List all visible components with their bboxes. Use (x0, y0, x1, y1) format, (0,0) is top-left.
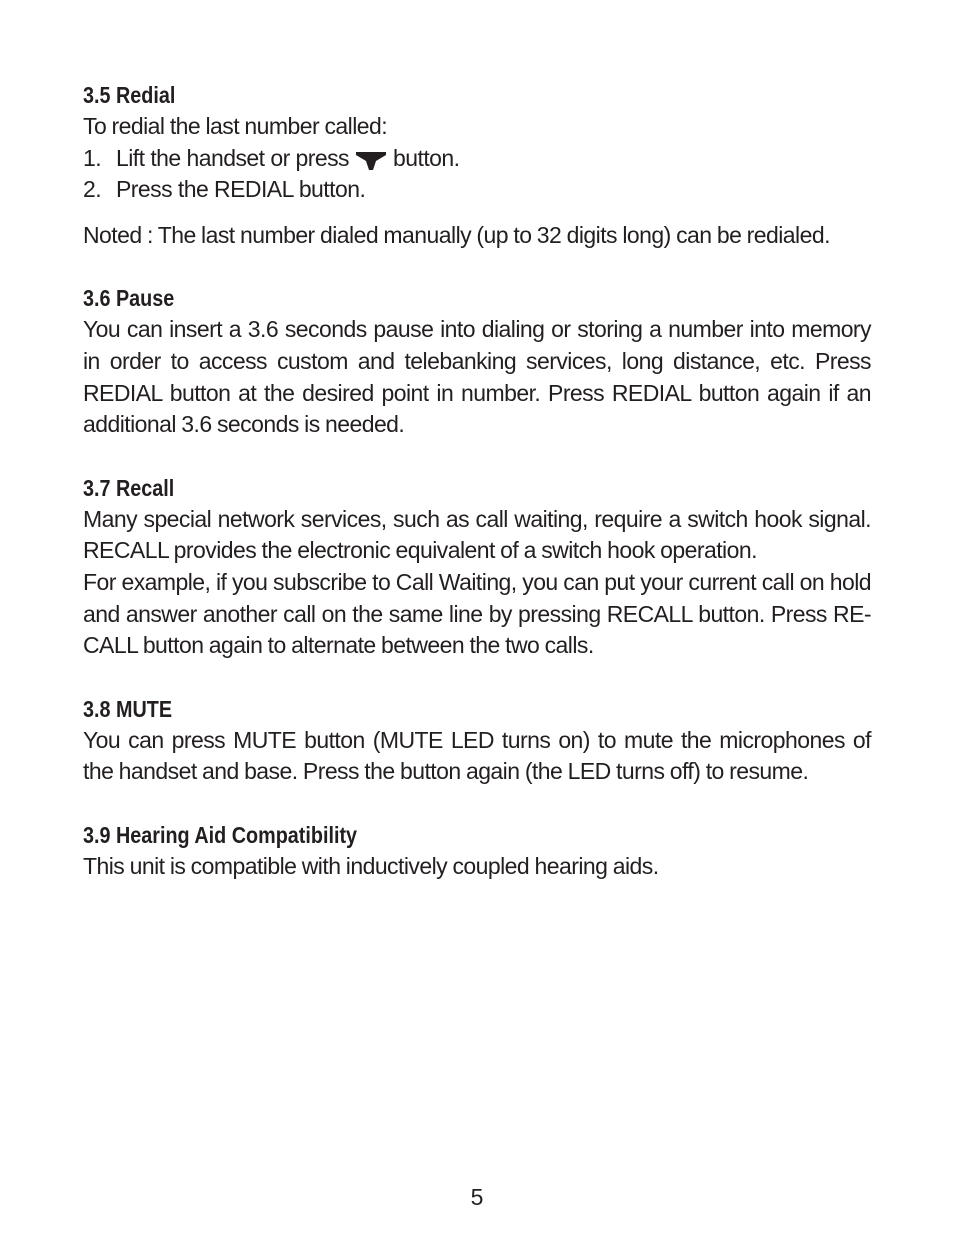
handset-icon (355, 148, 387, 168)
redial-step-1 (83, 143, 871, 175)
redial-steps (83, 143, 871, 206)
section-redial (83, 79, 871, 251)
section-hearing-aid (83, 819, 871, 883)
section-pause (83, 282, 871, 440)
redial-step-2 (83, 174, 871, 206)
redial-intro: To redial the last number called: (83, 113, 388, 139)
section-recall (83, 472, 871, 662)
step-text: Press the REDIAL button. (116, 176, 366, 203)
mute-body: You can press MUTE button (MUTE LED turns on) to mute the microphones of the handset and base. Press the button again (the LED turns off) to resume. (83, 726, 871, 785)
section-title-redial: 3.5 Redial (83, 82, 176, 108)
step-number: 1. (83, 144, 102, 171)
section-title-recall: 3.7 Recall (83, 474, 175, 501)
recall-example: For example, if you subscribe to Call Waiting, you can put your current call on hold and answer another call on the same line by pressing RECALL button. Press RE-CALL button again to alternate between the two calls. (83, 568, 871, 659)
step-text-after: button. (393, 144, 460, 171)
hearing-aid-body: This unit is compatible with inductively coupled hearing aids. (83, 852, 659, 879)
section-title-hearing-aid: 3.9 Hearing Aid Compatibility (83, 821, 358, 848)
pause-body: You can insert a 3.6 seconds pause into dialing or storing a number into memory in order to access custom and telebanking services, long distance, etc. Press REDIAL button at the desired point in number. Press REDIAL button again if an additional 3.6 seconds is needed. (83, 316, 871, 438)
step-number: 2. (83, 176, 102, 203)
recall-body: Many special network services, such as call waiting, require a switch hook signal. RECALL provides the electronic equivalent of a switch hook operation. (83, 505, 871, 564)
step-text-before: Lift the handset or press (116, 144, 350, 171)
section-title-mute: 3.8 MUTE (83, 695, 173, 722)
section-mute (83, 693, 871, 788)
page-content (83, 79, 871, 883)
page-number: 5 (470, 1184, 484, 1210)
section-title-pause: 3.6 Pause (83, 285, 175, 312)
redial-note: Noted : The last number dialed manually (up to 32 digits long) can be redialed. (83, 221, 830, 248)
